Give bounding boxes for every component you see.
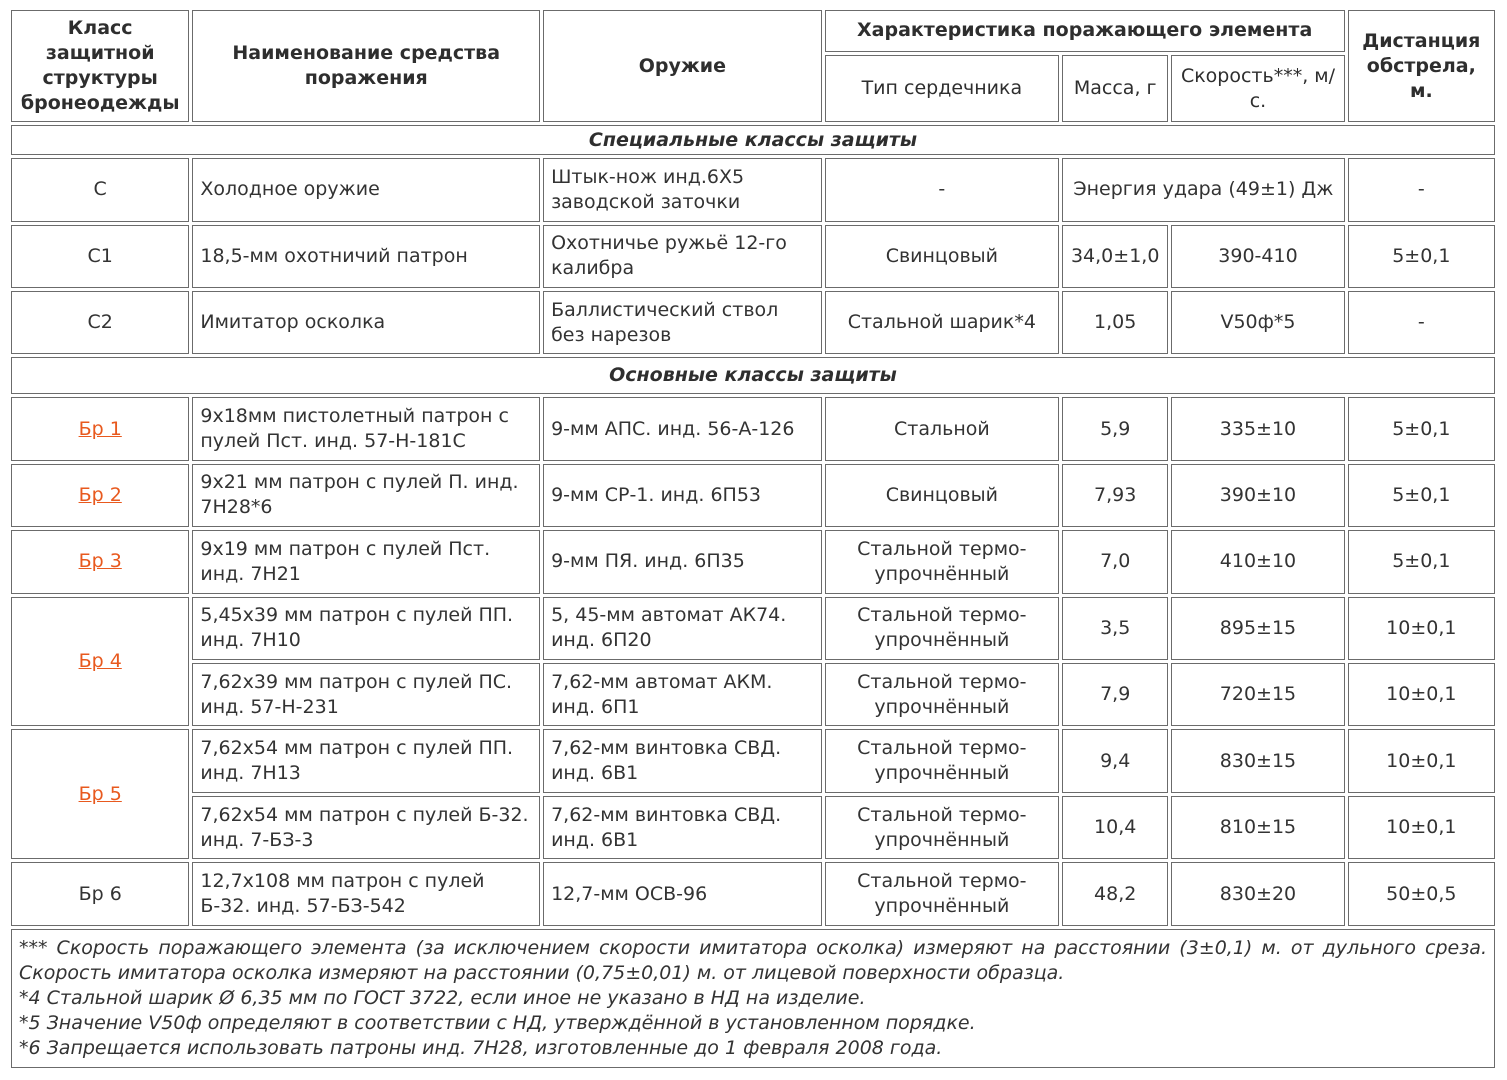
cell-core: Стальной шарик*4: [825, 291, 1059, 354]
cell-weapon: 9-мм ПЯ. инд. 6П35: [543, 530, 822, 593]
cell-class: С: [11, 158, 189, 221]
cell-name: 7,62х54 мм патрон с пулей Б-32. инд. 7-БЗ-3: [192, 796, 540, 859]
cell-weapon: 9-мм СР-1. инд. 6П53: [543, 464, 822, 527]
cell-speed: 830±15: [1171, 729, 1344, 792]
cell-mass: 9,4: [1062, 729, 1168, 792]
header-name: Наименование средства поражения: [192, 10, 540, 122]
cell-weapon: 5, 45-мм автомат АК74. инд. 6П20: [543, 597, 822, 660]
cell-weapon: 12,7-мм ОСВ-96: [543, 862, 822, 925]
cell-name: Холодное оружие: [192, 158, 540, 221]
cell-name: 12,7х108 мм патрон с пулей Б-32. инд. 57-БЗ-542: [192, 862, 540, 925]
footnote-line: *** Скорость поражающего элемента (за исключением скорости имитатора осколка) измеряют на расстоянии (3±0,1) м. от дульного среза.: [19, 936, 1487, 959]
cell-distance: 10±0,1: [1348, 729, 1495, 792]
cell-mass: 5,9: [1062, 397, 1168, 460]
cell-mass: 7,9: [1062, 663, 1168, 726]
cell-weapon: Охотничье ружьё 12-го калибра: [543, 225, 822, 288]
table-row: [11, 729, 1495, 792]
cell-class: [11, 464, 189, 527]
header-mass: Масса, г: [1062, 55, 1168, 123]
table-row: [11, 464, 1495, 527]
cell-mass: 34,0±1,0: [1062, 225, 1168, 288]
footnote-line: *6 Запрещается использовать патроны инд. 7Н28, изготовленные до 1 февраля 2008 года.: [19, 1036, 943, 1059]
cell-mass: 7,93: [1062, 464, 1168, 527]
cell-weapon: 7,62-мм автомат АКМ. инд. 6П1: [543, 663, 822, 726]
cell-core: Стальной: [825, 397, 1059, 460]
cell-distance: 50±0,5: [1348, 862, 1495, 925]
cell-speed: 390-410: [1171, 225, 1344, 288]
cell-class: [11, 597, 189, 727]
section-special: Специальные классы защиты: [11, 125, 1495, 155]
cell-speed: 720±15: [1171, 663, 1344, 726]
cell-mass: 7,0: [1062, 530, 1168, 593]
cell-distance: 10±0,1: [1348, 597, 1495, 660]
cell-name: 18,5-мм охотничий патрон: [192, 225, 540, 288]
cell-distance: -: [1348, 158, 1495, 221]
class-link-br1[interactable]: Бр 1: [78, 417, 122, 440]
table-row: [11, 663, 1495, 726]
cell-core: Стальной термо-упрочнённый: [825, 663, 1059, 726]
cell-speed: 810±15: [1171, 796, 1344, 859]
cell-distance: 10±0,1: [1348, 796, 1495, 859]
armor-protection-table: [8, 7, 1498, 1071]
cell-speed: 895±15: [1171, 597, 1344, 660]
footnotes: [11, 929, 1495, 1068]
section-basic: Основные классы защиты: [11, 357, 1495, 394]
header-distance: Дистанция обстрела, м.: [1348, 10, 1495, 122]
cell-speed: 390±10: [1171, 464, 1344, 527]
cell-class: Бр 6: [11, 862, 189, 925]
cell-core: Стальной термо-упрочнённый: [825, 796, 1059, 859]
table-row: [11, 291, 1495, 354]
cell-distance: 5±0,1: [1348, 464, 1495, 527]
cell-speed: 410±10: [1171, 530, 1344, 593]
cell-name: 7,62х39 мм патрон с пулей ПС. инд. 57-Н-231: [192, 663, 540, 726]
table-row: [11, 158, 1495, 221]
cell-class: С1: [11, 225, 189, 288]
cell-name: 9х21 мм патрон с пулей П. инд. 7Н28*6: [192, 464, 540, 527]
table-row: [11, 862, 1495, 925]
header-weapon: Оружие: [543, 10, 822, 122]
cell-class: [11, 397, 189, 460]
footnote-line: Скорость имитатора осколка измеряют на расстоянии (0,75±0,01) м. от лицевой поверхности образца.: [19, 961, 1065, 984]
cell-energy: Энергия удара (49±1) Дж: [1062, 158, 1345, 221]
class-link-br4[interactable]: Бр 4: [78, 650, 122, 673]
cell-mass: 10,4: [1062, 796, 1168, 859]
cell-name: Имитатор осколка: [192, 291, 540, 354]
cell-name: 5,45х39 мм патрон с пулей ПП. инд. 7Н10: [192, 597, 540, 660]
class-link-br3[interactable]: Бр 3: [78, 550, 122, 573]
cell-speed: 335±10: [1171, 397, 1344, 460]
cell-core: Стальной термо-упрочнённый: [825, 729, 1059, 792]
cell-mass: 1,05: [1062, 291, 1168, 354]
cell-weapon: Баллистический ствол без нарезов: [543, 291, 822, 354]
table-row: [11, 530, 1495, 593]
footnote-line: *4 Стальной шарик Ø 6,35 мм по ГОСТ 3722, если иное не указано в НД на изделие.: [19, 986, 866, 1009]
cell-speed: 830±20: [1171, 862, 1344, 925]
cell-name: 9х18мм пистолетный патрон с пулей Пст. инд. 57-Н-181С: [192, 397, 540, 460]
cell-weapon: 7,62-мм винтовка СВД. инд. 6В1: [543, 796, 822, 859]
header-characteristic: Характеристика поражающего элемента: [825, 10, 1345, 52]
cell-name: 7,62х54 мм патрон с пулей ПП. инд. 7Н13: [192, 729, 540, 792]
class-link-br5[interactable]: Бр 5: [78, 782, 122, 805]
table-row: [11, 397, 1495, 460]
cell-distance: 5±0,1: [1348, 530, 1495, 593]
header-core: Тип сердечника: [825, 55, 1059, 123]
cell-core: Свинцовый: [825, 464, 1059, 527]
header-class: Класс защитной структуры бронеодежды: [11, 10, 189, 122]
cell-distance: 10±0,1: [1348, 663, 1495, 726]
header-speed: Скорость***, м/с.: [1171, 55, 1344, 123]
cell-speed: V50ф*5: [1171, 291, 1344, 354]
cell-distance: 5±0,1: [1348, 225, 1495, 288]
cell-core: Свинцовый: [825, 225, 1059, 288]
cell-mass: 48,2: [1062, 862, 1168, 925]
class-link-br2[interactable]: Бр 2: [78, 483, 122, 506]
cell-weapon: 9-мм АПС. инд. 56-А-126: [543, 397, 822, 460]
cell-class: С2: [11, 291, 189, 354]
cell-class: [11, 530, 189, 593]
cell-core: Стальной термо-упрочнённый: [825, 530, 1059, 593]
cell-core: -: [825, 158, 1059, 221]
table-row: [11, 225, 1495, 288]
table-row: [11, 796, 1495, 859]
cell-name: 9х19 мм патрон с пулей Пст. инд. 7Н21: [192, 530, 540, 593]
table-row: [11, 597, 1495, 660]
cell-mass: 3,5: [1062, 597, 1168, 660]
cell-core: Стальной термо-упрочнённый: [825, 597, 1059, 660]
cell-weapon: 7,62-мм винтовка СВД. инд. 6В1: [543, 729, 822, 792]
cell-distance: -: [1348, 291, 1495, 354]
cell-weapon: Штык-нож инд.6Х5 заводской заточки: [543, 158, 822, 221]
cell-class: [11, 729, 189, 859]
cell-core: Стальной термо-упрочнённый: [825, 862, 1059, 925]
footnote-line: *5 Значение V50ф определяют в соответствии с НД, утверждённой в установленном порядке.: [19, 1011, 976, 1034]
cell-distance: 5±0,1: [1348, 397, 1495, 460]
